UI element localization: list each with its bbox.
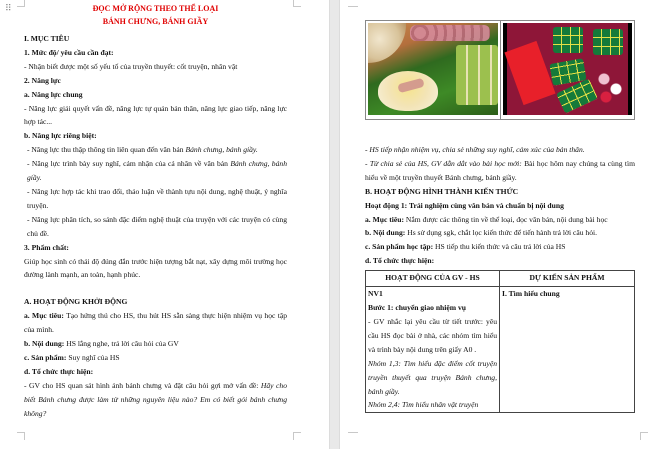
heading-activity-1: Hoạt động 1: Trải nghiệm cùng văn bản và chuẩn bị nội dung [365, 200, 564, 210]
page-corner-mark [17, 432, 25, 440]
paragraph [24, 309, 287, 337]
banh-chung-ingredients-image[interactable] [368, 23, 498, 115]
paragraph [24, 157, 287, 185]
section-heading-warmup: A. HOẠT ĐỘNG KHỞI ĐỘNG [24, 297, 128, 307]
heading-requirements: 1. Mức độ/ yêu cầu cần đạt: [24, 47, 114, 57]
label: c. Sản phẩm học tập: [365, 242, 434, 252]
text: - GV cho HS quan sát hình ảnh bánh chưng và đặt câu hỏi gợi mở vấn đề: [24, 380, 261, 390]
image-table [365, 20, 635, 120]
section-heading-objectives: I. MỤC TIÊU [24, 34, 70, 43]
left-page-content [24, 2, 287, 420]
document-title: ĐỌC MỞ RỘNG THEO THỂ LOẠI [92, 4, 219, 13]
paragraph: - Năng lực hợp tác khi trao đổi, thảo luận về thành tựu nội dung, nghệ thuật, ý nghĩa truyện. [27, 186, 287, 210]
cell-text: - GV nhắc lại yêu cầu từ tiết trước: yêu cầu HS đọc bài ở nhà, các nhóm tìm hiểu và trình bày nội dung trên giấy A0 . [368, 316, 497, 354]
paragraph [365, 240, 635, 254]
italic-text: Bánh chưng, bánh giầy. [27, 159, 287, 183]
activity-table [365, 270, 635, 413]
paragraph: - Năng lực giải quyết vấn đề, năng lực tự quản bản thân, năng lực giao tiếp, năng lực hợp tác... [24, 103, 287, 127]
text: HS lắng nghe, trả lời câu hỏi của GV [64, 339, 179, 349]
heading-qualities: 3. Phẩm chất: [24, 242, 69, 252]
section-heading-knowledge: B. HOẠT ĐỘNG HÌNH THÀNH KIẾN THỨC [365, 186, 519, 196]
step-label: Bước 1: chuyển giao nhiệm vụ [368, 303, 466, 313]
label: a. Mục tiêu: [24, 311, 64, 321]
document-subtitle: BÁNH CHƯNG, BÁNH GIẦY [102, 17, 209, 26]
italic-text: - Từ chia sẻ của HS, GV dẫn dắt vào bài học mới: [365, 158, 525, 168]
label: a. Mục tiêu: [365, 214, 405, 224]
right-page-content [365, 143, 635, 413]
paragraph [24, 143, 287, 157]
table-header-teacher-student: HOẠT ĐỘNG CỦA GV - HS [366, 271, 500, 287]
italic-text: Hãy cho biết Bánh chưng được làm từ những nguyên liệu nào? Em có biết gói bánh chưng không? [24, 380, 287, 418]
paragraph [24, 351, 287, 365]
paragraph [24, 379, 287, 421]
paragraph: - Nhận biết được một số yếu tố của truyền thuyết: cốt truyện, nhân vật [24, 61, 238, 71]
paragraph [365, 226, 635, 240]
page-corner-mark [348, 432, 358, 440]
banh-chung-envelope-image[interactable] [503, 23, 633, 115]
page-corner-mark [348, 0, 358, 7]
heading-organization: d. Tổ chức thực hiện: [24, 366, 94, 376]
paragraph [365, 213, 635, 227]
page-corner-mark [293, 432, 301, 440]
paragraph [365, 157, 635, 185]
text: - Năng lực thu thập thông tin liên quan đến văn bản [27, 145, 186, 155]
image-cell [366, 21, 501, 119]
text: - Năng lực trình bày suy nghĩ, cảm nhận của cá nhân về văn bản [27, 159, 231, 169]
document-page-right [340, 0, 650, 449]
table-cell-product[interactable] [500, 287, 635, 413]
label: b. Nội dung: [24, 339, 65, 349]
page-gutter [329, 0, 340, 449]
paragraph [24, 337, 287, 351]
label: c. Sản phẩm: [24, 352, 67, 362]
table-row [366, 287, 635, 413]
heading-organization: d. Tổ chức thực hiện: [365, 256, 435, 266]
label: b. Nội dung: [365, 228, 406, 238]
cell-heading: I. Tìm hiểu chung [502, 289, 560, 299]
page-corner-mark [293, 0, 301, 7]
text: Tạo hứng thú cho HS, thu hút HS sẵn sàng thực hiện nhiệm vụ học tập của mình. [24, 311, 287, 335]
italic-text: Bánh chưng, bánh giầy. [185, 145, 258, 155]
image-cell [501, 21, 635, 119]
text: Bài học hôm nay chúng ta cùng tìm hiểu về một truyền thuyết Bánh chưng, bánh giầy. [365, 158, 635, 182]
page-corner-mark [640, 432, 648, 440]
text: Hs sử dụng sgk, chắt lọc kiến thức để tiến hành trả lời câu hỏi. [405, 228, 598, 238]
paragraph: Giúp học sinh có thái độ đúng đắn trước hiện tượng bắt nạt, xây dựng môi trường học đường lành mạnh, an toàn, hạnh phúc. [24, 256, 287, 280]
heading-general-competence: a. Năng lực chung [24, 89, 83, 99]
text: Nắm được các thông tin về thể loại, đọc văn bản, nội dung bài học [404, 214, 608, 224]
table-header-expected-product: DỰ KIẾN SẢN PHẨM [500, 271, 635, 287]
text: HS tiếp thu kiến thức và câu trả lời của HS [433, 242, 566, 252]
table-cell-activity[interactable] [366, 287, 500, 413]
paragraph: - Năng lực phân tích, so sánh đặc điểm nghệ thuật của truyện với các truyện có cùng chủ đề. [27, 214, 287, 238]
heading-specific-competence: b. Năng lực riêng biệt: [24, 131, 97, 141]
cell-text-italic: Nhóm 2,4: Tìm hiểu nhân vật truyện [368, 400, 479, 410]
heading-competence: 2. Năng lực [24, 75, 61, 85]
cell-text-italic: Nhóm 1,3: Tìm hiểu đặc điểm cốt truyện truyền thuyết qua truyện Bánh chưng, bánh giầy. [368, 358, 497, 396]
paragraph: - HS tiếp nhận nhiệm vụ, chia sẻ những suy nghĩ, cảm xúc của bản thân. [365, 145, 585, 154]
task-label: NV1 [368, 289, 383, 299]
drag-handle-icon[interactable]: ⠿ [5, 4, 11, 14]
text: Suy nghĩ của HS [66, 352, 120, 362]
